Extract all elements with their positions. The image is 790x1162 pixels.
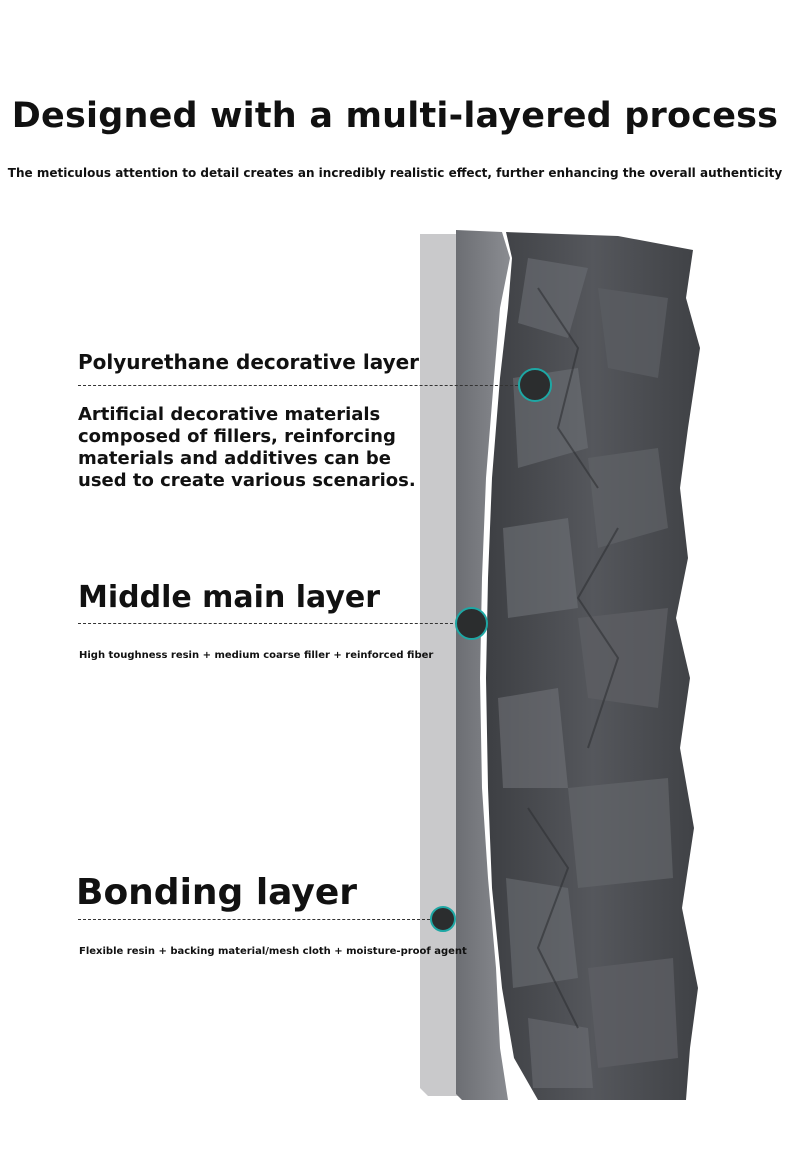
rock-facet: [528, 1018, 593, 1088]
rock-facet: [578, 608, 668, 708]
rock-facet: [503, 518, 578, 618]
rock-panel-illustration: [418, 228, 708, 1103]
rock-facet: [588, 958, 678, 1068]
leader-line-decorative: [78, 385, 518, 386]
leader-line-middle: [78, 623, 458, 624]
page-title: Designed with a multi-layered process: [11, 96, 779, 136]
rock-facet: [598, 288, 668, 378]
marker-dot-middle: [455, 607, 488, 640]
backing-layer-shape: [420, 234, 458, 1096]
layer-description-decorative: Artificial decorative materials composed of fillers, reinforcing materials and additives can be used to create various scenarios.: [78, 404, 416, 491]
layer-description-middle: High toughness resin + medium coarse filler + reinforced fiber: [79, 650, 434, 661]
marker-dot-decorative: [518, 368, 552, 402]
layer-heading-bonding: Bonding layer: [76, 872, 358, 913]
layer-heading-middle: Middle main layer: [78, 580, 381, 615]
marker-dot-bonding: [430, 906, 456, 932]
rock-facet: [506, 878, 578, 988]
leader-line-bonding: [78, 919, 430, 920]
layer-heading-decorative: Polyurethane decorative layer: [78, 350, 420, 374]
rock-panel-svg: [418, 228, 708, 1103]
rock-facet: [498, 688, 568, 788]
page-subtitle: The meticulous attention to detail creates an incredibly realistic effect, further enhancing the overall authenticity: [7, 166, 783, 180]
rock-facet: [568, 778, 673, 888]
layer-description-bonding: Flexible resin + backing material/mesh cloth + moisture-proof agent: [79, 946, 467, 957]
